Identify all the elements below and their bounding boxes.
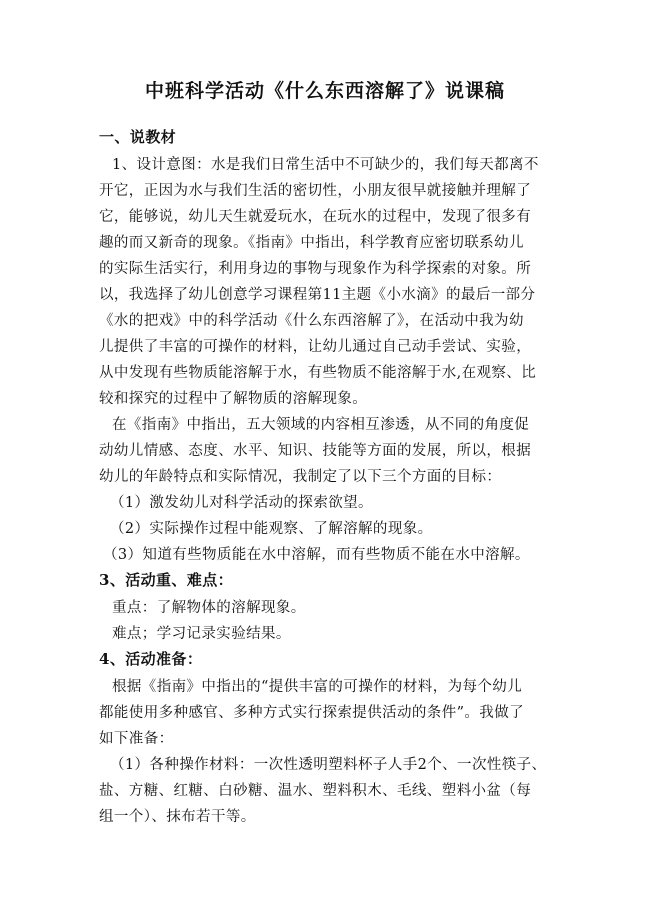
section-heading-teaching-material: 一、说教材 — [99, 128, 177, 146]
paragraph-line: 都能使用多种感官、多种方式实行探索提供活动的条件”。我做了 — [99, 705, 525, 721]
paragraph-line: 《水的把戏》中的科学活动《什么东西溶解了》，在活动中我为幼 — [99, 313, 524, 329]
paragraph-line: 幼儿的年龄特点和实际情况，我制定了以下三个方面的目标： — [99, 469, 502, 485]
paragraph-line: 儿提供了丰富的可操作的材料，让幼儿通过自己动手尝试、实验， — [99, 339, 532, 355]
material-list-line: （1）各种操作材料：一次性透明塑料杯子人手2个、一次性筷子、 — [110, 757, 547, 773]
goal-item: （2）实际操作过程中能观察、了解溶解的现象。 — [110, 521, 433, 537]
goal-item: （1）激发幼儿对科学活动的探索欲望。 — [110, 495, 373, 511]
paragraph-line: 较和探究的过程中了解物质的溶解现象。 — [99, 391, 368, 407]
section-heading-key-points: 3、活动重、难点： — [99, 571, 234, 589]
key-point-line: 重点：了解物体的溶解现象。 — [112, 600, 306, 616]
paragraph-line: 趣的而又新奇的现象。《指南》中指出，科学教育应密切联系幼儿 — [99, 235, 524, 251]
paragraph-line: 在《指南》中指出，五大领域的内容相互渗透，从不同的角度促 — [112, 417, 530, 433]
section-heading-preparation: 4、活动准备： — [99, 650, 203, 668]
paragraph-line: 动幼儿情感、态度、水平、知识、技能等方面的发展，所以，根据 — [99, 443, 532, 459]
material-list-line: 盐、方糖、红糖、白砂糖、温水、塑料积木、毛线、塑料小盆（每 — [99, 783, 532, 799]
paragraph-line: 的实际生活实行，利用身边的事物与现象作为科学探索的对象。所 — [99, 261, 532, 277]
document-title: 中班科学活动《什么东西溶解了》说课稿 — [144, 80, 505, 102]
paragraph-line: 从中发现有些物质能溶解于水，有些物质不能溶解于水,在观察、比 — [99, 365, 537, 381]
paragraph-line: 1、设计意图：水是我们日常生活中不可缺少的，我们每天都离不 — [112, 157, 539, 173]
difficult-point-line: 难点；学习记录实验结果。 — [112, 626, 291, 642]
material-list-line: 组一个）、抹布若干等。 — [99, 809, 256, 825]
goal-item: （3）知道有些物质能在水中溶解，而有些物质不能在水中溶解。 — [103, 547, 530, 563]
paragraph-line: 它，能够说，幼儿天生就爱玩水，在玩水的过程中，发现了很多有 — [99, 209, 532, 225]
paragraph-line: 如下准备： — [99, 731, 174, 747]
paragraph-line: 以，我选择了幼儿创意学习课程第11主题《小水滴》的最后一部分 — [99, 287, 536, 303]
paragraph-line: 开它，正因为水与我们生活的密切性，小朋友很早就接触并理解了 — [99, 183, 532, 199]
paragraph-line: 根据《指南》中指出的“提供丰富的可操作的材料，为每个幼儿 — [112, 679, 523, 695]
